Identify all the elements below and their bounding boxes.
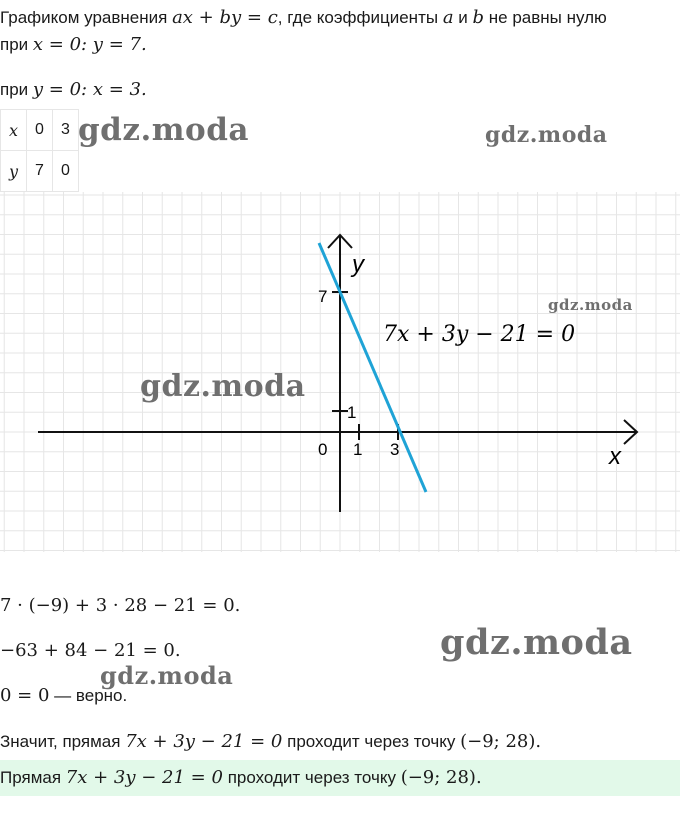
check-math: 0 = 0: [0, 685, 50, 706]
y-tick-label-7: 7: [318, 287, 328, 306]
table-cell: 0: [27, 110, 53, 151]
conclusion-line: [0, 731, 541, 753]
coefficient-a: a: [442, 7, 454, 28]
conclusion-text: проходит через точку: [287, 732, 456, 751]
intro-text: при: [0, 35, 29, 54]
function-line: [319, 243, 426, 492]
intro-math: x = 0: y = 7.: [32, 34, 147, 55]
answer-line: [0, 767, 482, 789]
x-tick-label-1: 1: [353, 440, 363, 459]
coefficient-b: b: [472, 7, 485, 28]
intro-text: и: [458, 8, 468, 27]
y-axis-label: y: [352, 251, 364, 278]
x-tick-label-3: 3: [390, 440, 400, 459]
conclusion-point: (−9; 28).: [460, 731, 542, 752]
table-row: [1, 110, 79, 151]
intro-equation: ax + by = c: [172, 7, 278, 28]
intro-line-2: [0, 34, 147, 56]
conclusion-text: Значит, прямая: [0, 732, 121, 751]
intro-math: y = 0: x = 3.: [32, 79, 147, 100]
answer-box: [0, 760, 680, 796]
check-line-1: 7 · (−9) + 3 · 28 − 21 = 0.: [0, 595, 241, 616]
watermark: gdz.moda: [78, 112, 249, 148]
conclusion-equation: 7x + 3y − 21 = 0: [125, 731, 283, 752]
answer-equation: 7x + 3y − 21 = 0: [65, 767, 223, 788]
intro-line-3: [0, 79, 147, 101]
answer-text: Прямая: [0, 768, 62, 787]
graph: [0, 192, 680, 552]
equation-label: 7x + 3y − 21 = 0: [383, 322, 576, 347]
intro-text: не равны нулю: [488, 8, 607, 27]
watermark: gdz.moda: [100, 661, 234, 690]
watermark: gdz.moda: [440, 622, 633, 663]
table-header-cell: x: [1, 110, 27, 151]
values-table: [0, 109, 79, 192]
x-axis-label: x: [609, 443, 621, 470]
check-line-2: −63 + 84 − 21 = 0.: [0, 640, 181, 661]
table-cell: 0: [52, 151, 78, 192]
intro-line-1: [0, 7, 607, 29]
table-row: [1, 151, 79, 192]
table-cell: 3: [52, 110, 78, 151]
intro-text: , где коэффициенты: [277, 8, 439, 27]
watermark: gdz.moda: [140, 369, 306, 404]
watermark: gdz.moda: [485, 122, 608, 148]
intro-text: при: [0, 80, 29, 99]
origin-label: 0: [318, 440, 328, 459]
answer-text: проходит через точку: [227, 768, 396, 787]
intro-text: Графиком уравнения: [0, 8, 168, 27]
watermark: gdz.moda: [548, 296, 633, 314]
table-cell: 7: [27, 151, 53, 192]
table-header-cell: y: [1, 151, 27, 192]
answer-point: (−9; 28).: [400, 767, 482, 788]
check-text: — верно.: [54, 686, 128, 705]
y-tick-label-1: 1: [347, 403, 357, 422]
